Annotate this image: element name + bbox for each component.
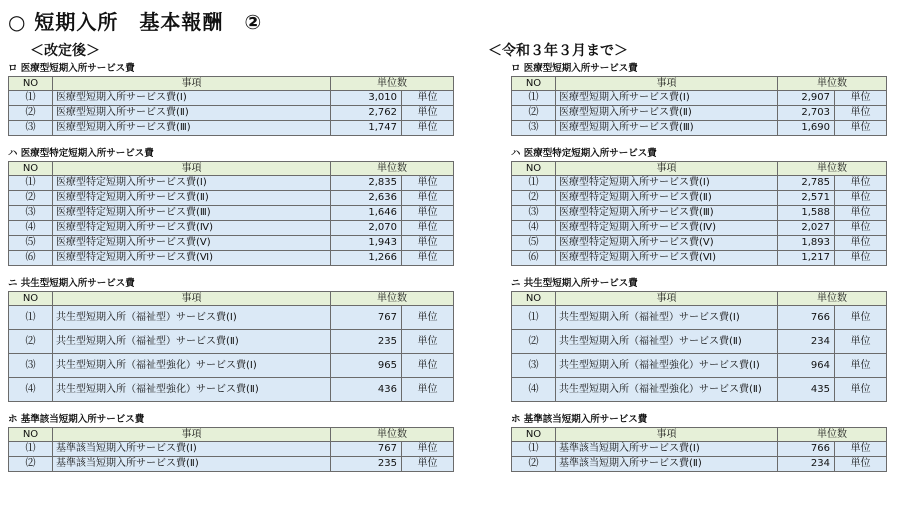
row-item: 医療型特定短期入所サービス費(Ⅴ) xyxy=(53,236,331,251)
row-item: 共生型短期入所（福祉型強化）サービス費(Ⅱ) xyxy=(53,378,331,402)
row-item: 医療型特定短期入所サービス費(Ⅴ) xyxy=(556,236,778,251)
row-value: 964 xyxy=(778,354,835,378)
table-row xyxy=(512,121,887,136)
row-item: 医療型特定短期入所サービス費(Ⅳ) xyxy=(53,221,331,236)
table-row xyxy=(512,330,887,354)
row-unit: 単位 xyxy=(835,442,887,457)
table-row xyxy=(512,457,887,472)
row-item: 共生型短期入所（福祉型強化）サービス費(Ⅰ) xyxy=(556,354,778,378)
row-item: 医療型特定短期入所サービス費(Ⅵ) xyxy=(53,251,331,266)
table-row xyxy=(9,442,454,457)
header-item: 事項 xyxy=(556,292,778,306)
row-unit: 単位 xyxy=(835,457,887,472)
row-value: 1,943 xyxy=(331,236,402,251)
fee-table xyxy=(511,76,887,136)
table-row xyxy=(9,206,454,221)
row-item: 医療型短期入所サービス費(Ⅱ) xyxy=(556,106,778,121)
header-item: 事項 xyxy=(53,428,331,442)
row-no: ⑵ xyxy=(512,106,556,121)
table-header-row xyxy=(9,162,454,176)
row-no: ⑴ xyxy=(9,306,53,330)
row-no: ⑶ xyxy=(9,121,53,136)
row-unit: 単位 xyxy=(402,457,454,472)
table-row xyxy=(9,251,454,266)
section-title: ハ 医療型特定短期入所サービス費 xyxy=(511,148,657,159)
row-unit: 単位 xyxy=(835,354,887,378)
row-value: 767 xyxy=(331,442,402,457)
row-item: 基準該当短期入所サービス費(Ⅰ) xyxy=(556,442,778,457)
row-value: 2,027 xyxy=(778,221,835,236)
row-no: ⑷ xyxy=(9,378,53,402)
row-value: 234 xyxy=(778,330,835,354)
row-item: 医療型特定短期入所サービス費(Ⅰ) xyxy=(556,176,778,191)
row-no: ⑶ xyxy=(9,354,53,378)
row-item: 医療型短期入所サービス費(Ⅱ) xyxy=(53,106,331,121)
row-no: ⑶ xyxy=(512,354,556,378)
row-unit: 単位 xyxy=(402,306,454,330)
row-value: 2,571 xyxy=(778,191,835,206)
table-row xyxy=(512,106,887,121)
table-row xyxy=(9,306,454,330)
row-no: ⑴ xyxy=(512,176,556,191)
header-units: 単位数 xyxy=(778,77,887,91)
row-unit: 単位 xyxy=(835,378,887,402)
right-column xyxy=(511,62,886,483)
table-row xyxy=(9,378,454,402)
row-unit: 単位 xyxy=(402,354,454,378)
row-value: 235 xyxy=(331,330,402,354)
section-title: ホ 基準該当短期入所サービス費 xyxy=(8,414,145,425)
fee-table xyxy=(8,291,454,402)
row-item: 医療型短期入所サービス費(Ⅰ) xyxy=(556,91,778,106)
row-unit: 単位 xyxy=(835,91,887,106)
row-unit: 単位 xyxy=(402,106,454,121)
header-item: 事項 xyxy=(556,428,778,442)
row-item: 医療型特定短期入所サービス費(Ⅲ) xyxy=(53,206,331,221)
row-item: 共生型短期入所（福祉型強化）サービス費(Ⅱ) xyxy=(556,378,778,402)
row-item: 医療型特定短期入所サービス費(Ⅱ) xyxy=(556,191,778,206)
row-no: ⑶ xyxy=(512,121,556,136)
page-title: ○ 短期入所 基本報酬 ② xyxy=(8,10,263,34)
table-row xyxy=(9,106,454,121)
table-row xyxy=(9,176,454,191)
table-row xyxy=(512,221,887,236)
row-value: 435 xyxy=(778,378,835,402)
row-unit: 単位 xyxy=(402,330,454,354)
row-item: 基準該当短期入所サービス費(Ⅰ) xyxy=(53,442,331,457)
row-value: 1,646 xyxy=(331,206,402,221)
table-row xyxy=(9,330,454,354)
row-item: 医療型短期入所サービス費(Ⅲ) xyxy=(53,121,331,136)
row-value: 2,070 xyxy=(331,221,402,236)
header-units: 単位数 xyxy=(331,428,454,442)
row-value: 1,893 xyxy=(778,236,835,251)
row-no: ⑵ xyxy=(512,191,556,206)
row-no: ⑴ xyxy=(9,91,53,106)
row-unit: 単位 xyxy=(835,206,887,221)
header-units: 単位数 xyxy=(778,428,887,442)
row-value: 2,835 xyxy=(331,176,402,191)
row-no: ⑵ xyxy=(9,457,53,472)
right-column-heading: ＜令和３年３月まで＞ xyxy=(488,43,628,59)
row-unit: 単位 xyxy=(402,221,454,236)
row-item: 共生型短期入所（福祉型）サービス費(Ⅱ) xyxy=(556,330,778,354)
table-header-row xyxy=(512,428,887,442)
row-unit: 単位 xyxy=(402,91,454,106)
table-row xyxy=(9,457,454,472)
table-row xyxy=(9,354,454,378)
table-row xyxy=(512,251,887,266)
row-unit: 単位 xyxy=(835,121,887,136)
row-unit: 単位 xyxy=(402,191,454,206)
section-title: ニ 共生型短期入所サービス費 xyxy=(8,278,135,289)
row-no: ⑵ xyxy=(512,457,556,472)
fee-table xyxy=(8,76,454,136)
table-row xyxy=(512,176,887,191)
row-unit: 単位 xyxy=(402,176,454,191)
table-row xyxy=(9,121,454,136)
row-unit: 単位 xyxy=(402,206,454,221)
left-column xyxy=(8,62,438,483)
row-unit: 単位 xyxy=(835,306,887,330)
row-value: 1,266 xyxy=(331,251,402,266)
row-no: ⑴ xyxy=(9,442,53,457)
table-header-row xyxy=(9,292,454,306)
row-unit: 単位 xyxy=(835,251,887,266)
row-unit: 単位 xyxy=(835,106,887,121)
table-row xyxy=(512,91,887,106)
row-value: 1,588 xyxy=(778,206,835,221)
row-value: 766 xyxy=(778,442,835,457)
section-title: ハ 医療型特定短期入所サービス費 xyxy=(8,148,154,159)
row-unit: 単位 xyxy=(835,221,887,236)
row-value: 766 xyxy=(778,306,835,330)
header-units: 単位数 xyxy=(331,292,454,306)
section-title: ニ 共生型短期入所サービス費 xyxy=(511,278,638,289)
header-units: 単位数 xyxy=(778,162,887,176)
row-value: 2,907 xyxy=(778,91,835,106)
header-units: 単位数 xyxy=(331,162,454,176)
row-item: 医療型短期入所サービス費(Ⅲ) xyxy=(556,121,778,136)
header-units: 単位数 xyxy=(331,77,454,91)
header-item: 事項 xyxy=(53,162,331,176)
row-item: 医療型特定短期入所サービス費(Ⅵ) xyxy=(556,251,778,266)
row-no: ⑹ xyxy=(512,251,556,266)
table-row xyxy=(512,191,887,206)
row-no: ⑷ xyxy=(512,221,556,236)
header-item: 事項 xyxy=(53,292,331,306)
row-unit: 単位 xyxy=(402,251,454,266)
row-value: 2,703 xyxy=(778,106,835,121)
row-value: 2,785 xyxy=(778,176,835,191)
row-value: 1,690 xyxy=(778,121,835,136)
row-no: ⑵ xyxy=(9,191,53,206)
row-value: 1,217 xyxy=(778,251,835,266)
header-no: NO xyxy=(9,292,53,306)
section-title: ロ 医療型短期入所サービス費 xyxy=(511,63,638,74)
table-row xyxy=(512,306,887,330)
table-row xyxy=(9,191,454,206)
row-value: 2,636 xyxy=(331,191,402,206)
row-unit: 単位 xyxy=(835,330,887,354)
row-no: ⑵ xyxy=(512,330,556,354)
row-no: ⑸ xyxy=(9,236,53,251)
row-no: ⑴ xyxy=(512,306,556,330)
table-row xyxy=(9,221,454,236)
fee-table xyxy=(8,161,454,266)
row-value: 436 xyxy=(331,378,402,402)
fee-table xyxy=(8,427,454,472)
row-value: 1,747 xyxy=(331,121,402,136)
header-item: 事項 xyxy=(53,77,331,91)
table-row xyxy=(9,91,454,106)
section-title: ロ 医療型短期入所サービス費 xyxy=(8,63,135,74)
row-unit: 単位 xyxy=(402,378,454,402)
row-no: ⑴ xyxy=(512,91,556,106)
table-row xyxy=(512,378,887,402)
row-item: 医療型短期入所サービス費(Ⅰ) xyxy=(53,91,331,106)
table-header-row xyxy=(9,77,454,91)
header-item: 事項 xyxy=(556,77,778,91)
fee-table xyxy=(511,427,887,472)
row-no: ⑸ xyxy=(512,236,556,251)
row-value: 767 xyxy=(331,306,402,330)
header-no: NO xyxy=(9,428,53,442)
row-item: 共生型短期入所（福祉型）サービス費(Ⅰ) xyxy=(53,306,331,330)
table-row xyxy=(512,236,887,251)
table-header-row xyxy=(9,428,454,442)
row-item: 医療型特定短期入所サービス費(Ⅲ) xyxy=(556,206,778,221)
table-header-row xyxy=(512,162,887,176)
row-value: 3,010 xyxy=(331,91,402,106)
header-units: 単位数 xyxy=(778,292,887,306)
table-row xyxy=(512,354,887,378)
header-no: NO xyxy=(512,77,556,91)
row-unit: 単位 xyxy=(835,176,887,191)
row-item: 共生型短期入所（福祉型）サービス費(Ⅱ) xyxy=(53,330,331,354)
row-item: 医療型特定短期入所サービス費(Ⅰ) xyxy=(53,176,331,191)
row-item: 基準該当短期入所サービス費(Ⅱ) xyxy=(53,457,331,472)
row-value: 234 xyxy=(778,457,835,472)
row-item: 共生型短期入所（福祉型）サービス費(Ⅰ) xyxy=(556,306,778,330)
header-no: NO xyxy=(512,292,556,306)
table-header-row xyxy=(512,77,887,91)
row-no: ⑷ xyxy=(9,221,53,236)
header-no: NO xyxy=(512,428,556,442)
section-title: ホ 基準該当短期入所サービス費 xyxy=(511,414,648,425)
row-no: ⑶ xyxy=(512,206,556,221)
header-no: NO xyxy=(9,162,53,176)
row-value: 235 xyxy=(331,457,402,472)
row-item: 医療型特定短期入所サービス費(Ⅳ) xyxy=(556,221,778,236)
header-no: NO xyxy=(512,162,556,176)
table-row xyxy=(9,236,454,251)
row-unit: 単位 xyxy=(402,442,454,457)
table-row xyxy=(512,206,887,221)
row-no: ⑴ xyxy=(512,442,556,457)
fee-table xyxy=(511,161,887,266)
row-unit: 単位 xyxy=(402,121,454,136)
row-no: ⑶ xyxy=(9,206,53,221)
row-value: 2,762 xyxy=(331,106,402,121)
row-item: 共生型短期入所（福祉型強化）サービス費(Ⅰ) xyxy=(53,354,331,378)
row-unit: 単位 xyxy=(835,191,887,206)
row-no: ⑵ xyxy=(9,330,53,354)
row-no: ⑴ xyxy=(9,176,53,191)
table-header-row xyxy=(512,292,887,306)
row-item: 基準該当短期入所サービス費(Ⅱ) xyxy=(556,457,778,472)
row-value: 965 xyxy=(331,354,402,378)
row-item: 医療型特定短期入所サービス費(Ⅱ) xyxy=(53,191,331,206)
row-no: ⑹ xyxy=(9,251,53,266)
left-column-heading: ＜改定後＞ xyxy=(30,43,100,59)
table-row xyxy=(512,442,887,457)
fee-table xyxy=(511,291,887,402)
row-unit: 単位 xyxy=(402,236,454,251)
header-item: 事項 xyxy=(556,162,778,176)
row-no: ⑵ xyxy=(9,106,53,121)
header-no: NO xyxy=(9,77,53,91)
row-unit: 単位 xyxy=(835,236,887,251)
row-no: ⑷ xyxy=(512,378,556,402)
